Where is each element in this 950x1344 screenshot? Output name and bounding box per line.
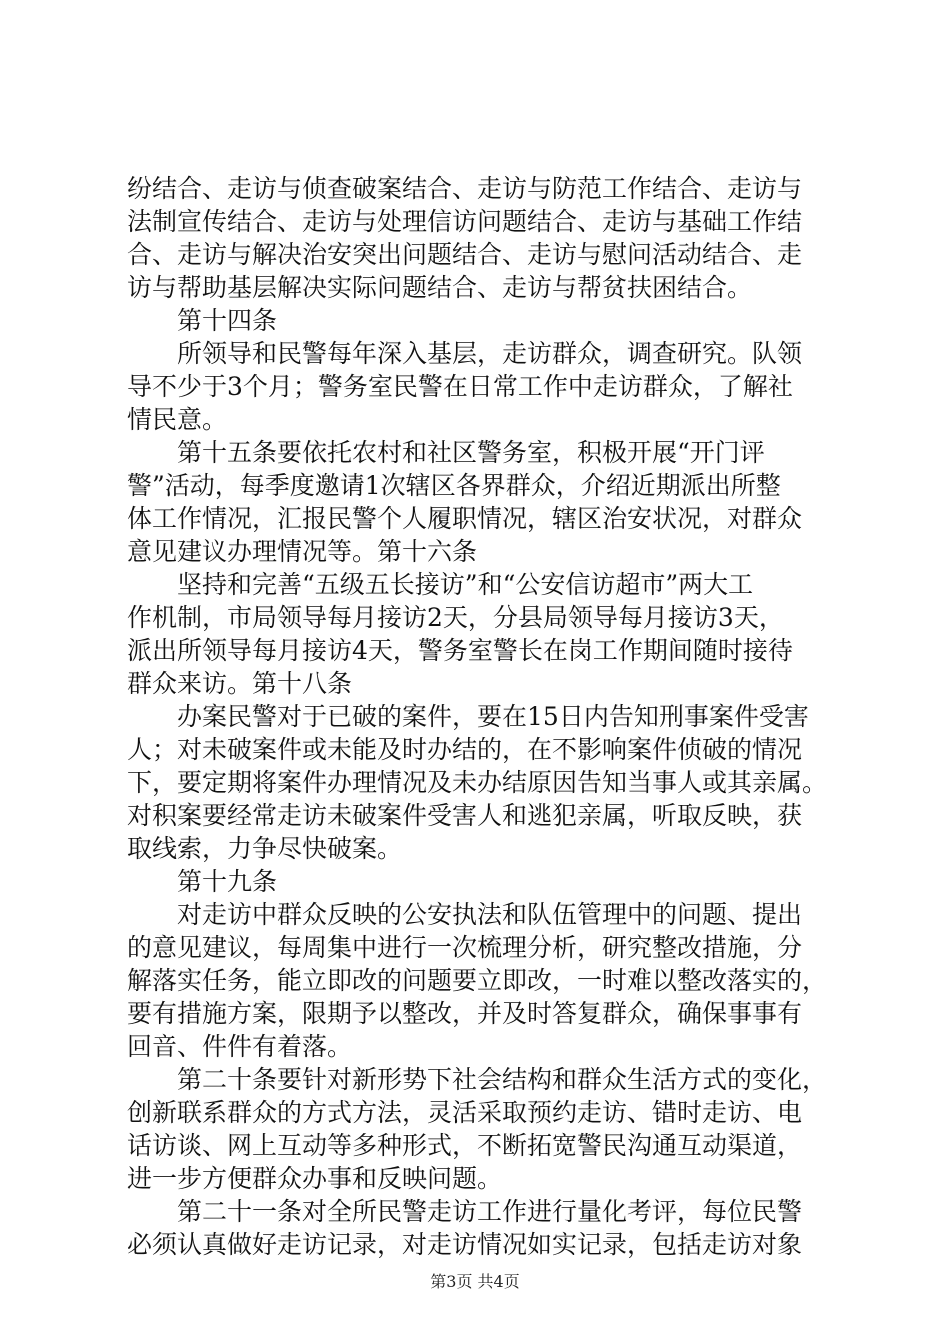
text-line: 访与帮助基层解决实际问题结合、走访与帮贫扶困结合。	[127, 273, 753, 302]
text-line: 话访谈、网上互动等多种形式，不断拓宽警民沟通互动渠道，	[127, 1131, 803, 1160]
text-line: 纷结合、走访与侦查破案结合、走访与防范工作结合、走访与	[127, 174, 803, 203]
text-line: 办案民警对于已破的案件，要在15日内告知刑事案件受害	[127, 702, 809, 731]
text-line: 创新联系群众的方式方法，灵活采取预约走访、错时走访、电	[127, 1098, 803, 1127]
text-line: 对走访中群众反映的公安执法和队伍管理中的问题、提出	[127, 900, 803, 929]
text-line: 意见建议办理情况等。第十六条	[127, 537, 478, 566]
text-line: 第十五条要依托农村和社区警务室，积极开展“开门评	[127, 438, 765, 467]
text-line: 的意见建议，每周集中进行一次梳理分析，研究整改措施，分	[127, 933, 803, 962]
document-body	[127, 172, 827, 1261]
text-line: 警”活动，每季度邀请1次辖区各界群众，介绍近期派出所整	[127, 471, 781, 500]
text-line: 解落实任务，能立即改的问题要立即改，一时难以整改落实的，	[127, 966, 827, 995]
text-line: 回音、件件有着落。	[127, 1032, 353, 1061]
text-line: 对积案要经常走访未破案件受害人和逃犯亲属，听取反映，获	[127, 801, 803, 830]
text-line: 第十四条	[127, 306, 278, 335]
text-line: 坚持和完善“五级五长接访”和“公安信访超市”两大工	[127, 570, 754, 599]
text-line: 人；对未破案件或未能及时办结的，在不影响案件侦破的情况	[127, 735, 803, 764]
text-line: 下，要定期将案件办理情况及未办结原因告知当事人或其亲属。	[127, 768, 827, 797]
text-line: 取线索，力争尽快破案。	[127, 834, 403, 863]
text-line: 进一步方便群众办事和反映问题。	[127, 1164, 503, 1193]
text-line: 所领导和民警每年深入基层，走访群众，调查研究。队领	[127, 339, 803, 368]
text-line: 第二十条要针对新形势下社会结构和群众生活方式的变化，	[127, 1065, 827, 1094]
page-footer: 第3页 共4页	[430, 1272, 520, 1291]
text-line: 第十九条	[127, 867, 278, 896]
text-line: 情民意。	[127, 405, 228, 434]
text-line: 体工作情况，汇报民警个人履职情况，辖区治安状况，对群众	[127, 504, 803, 533]
text-line: 法制宣传结合、走访与处理信访问题结合、走访与基础工作结	[127, 207, 803, 236]
text-line: 合、走访与解决治安突出问题结合、走访与慰问活动结合、走	[127, 240, 803, 269]
text-line: 要有措施方案，限期予以整改，并及时答复群众，确保事事有	[127, 999, 803, 1028]
text-line: 作机制，市局领导每月接访2天，分县局领导每月接访3天，	[127, 603, 784, 632]
text-line: 群众来访。第十八条	[127, 669, 353, 698]
text-line: 必须认真做好走访记录，对走访情况如实记录，包括走访对象	[127, 1230, 803, 1259]
text-line: 派出所领导每月接访4天，警务室警长在岗工作期间随时接待	[127, 636, 793, 665]
text-line: 导不少于3个月；警务室民警在日常工作中走访群众，了解社	[127, 372, 793, 401]
text-line: 第二十一条对全所民警走访工作进行量化考评，每位民警	[127, 1197, 803, 1226]
